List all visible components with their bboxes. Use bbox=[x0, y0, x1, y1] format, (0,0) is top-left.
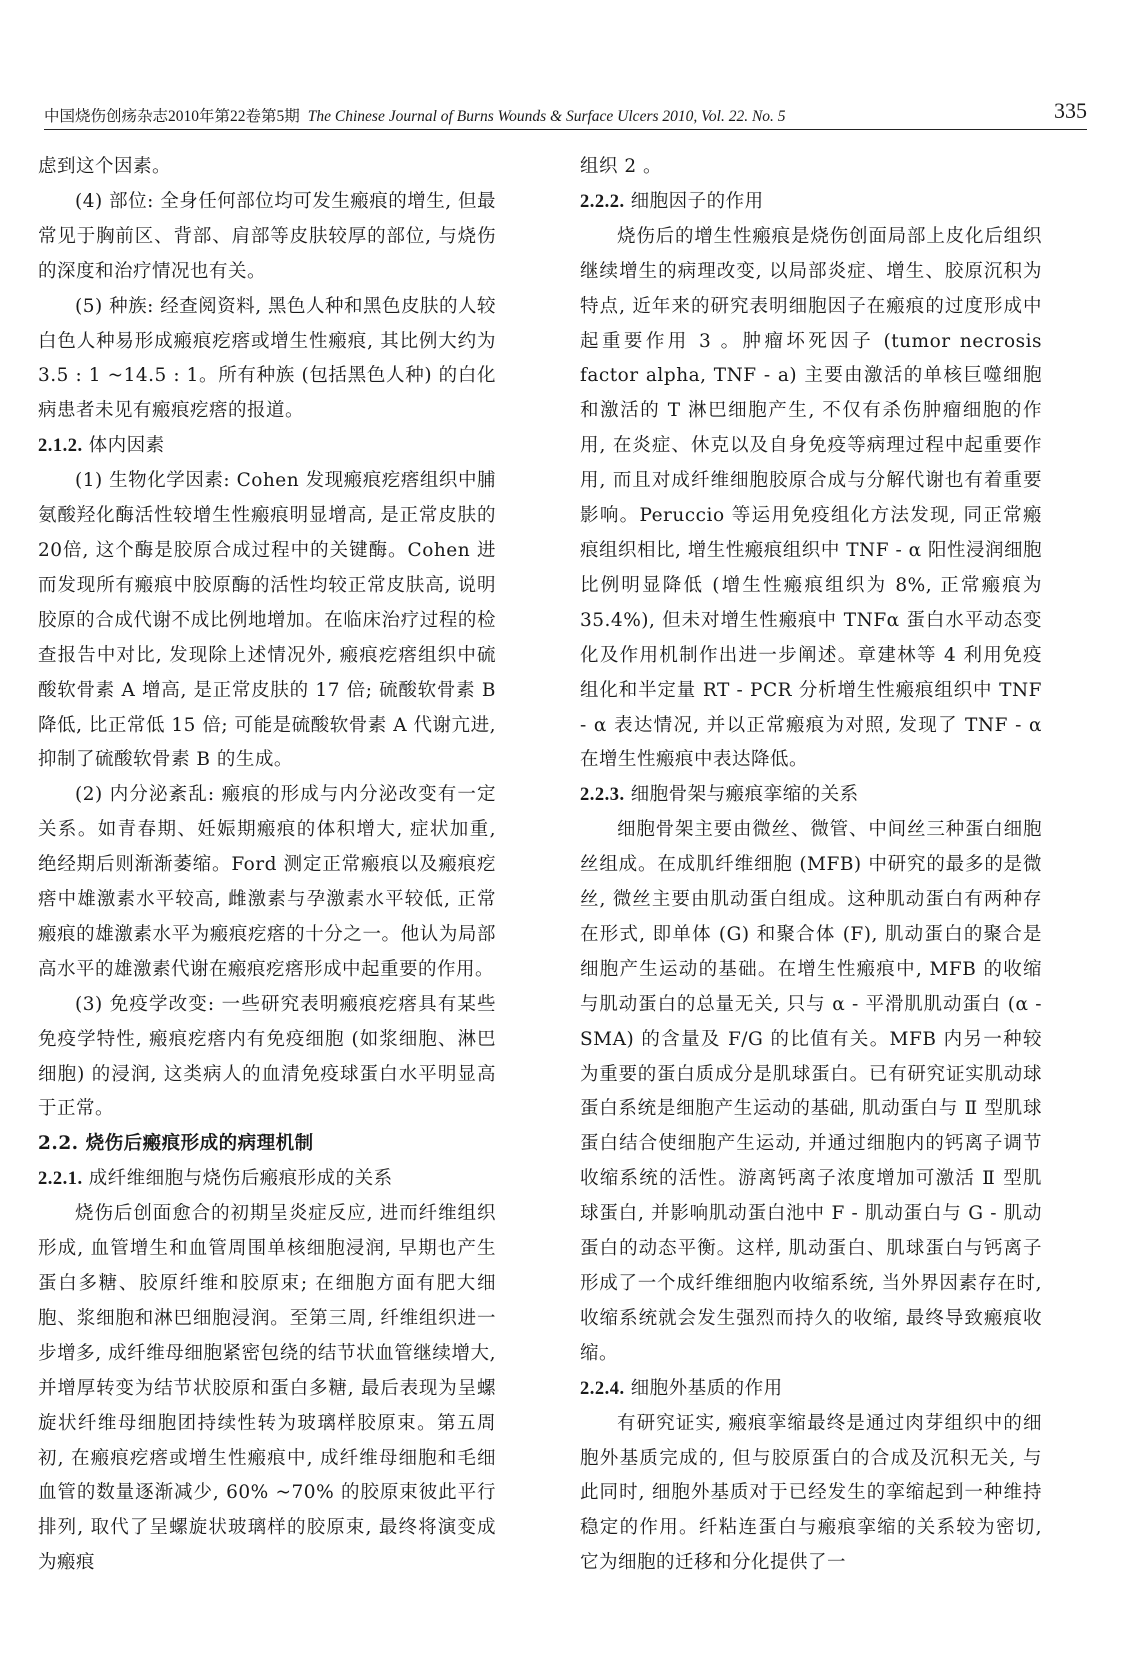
section-title: 细胞因子的作用 bbox=[630, 190, 764, 212]
paragraph: (5) 种族: 经查阅资料, 黑色人种和黑色皮肤的人较白色人种易形成瘢痕疙瘩或增生性瘢痕, 其比例大约为 3.5 : 1 ~14.5 : 1。所有种族 (包括黑色人种) 的白化病患者未见有瘢痕疙瘩的报道。 bbox=[38, 295, 496, 422]
paragraph: 烧伤后创面愈合的初期呈炎症反应, 进而纤维组织形成, 血管增生和血管周围单核细胞浸润, 早期也产生蛋白多糖、胶原纤维和胶原束; 在细胞方面有肥大细胞、浆细胞和淋巴细胞浸润。至第三周, 纤维组织进一步增多, 成纤维母细胞紧密包绕的结节状血管继续增大, 并增厚转变为结节状胶原和蛋白多糖, 最后表现为呈螺旋状纤维母细胞团持续性转为玻璃样胶原束。第五周初, 在瘢痕疙瘩或增生性瘢痕中, 成纤维母细胞和毛细血管的数量逐渐减少, 60% ~70% 的胶原束彼此平行排列, 取代了呈螺旋状玻璃样的胶原束, 最终将演变成为瘢痕 bbox=[38, 1203, 496, 1574]
section-title: 细胞外基质的作用 bbox=[630, 1377, 783, 1399]
running-head bbox=[44, 104, 884, 126]
paragraph: (4) 部位: 全身任何部位均可发生瘢痕的增生, 但最常见于胸前区、背部、肩部等皮肤较厚的部位, 与烧伤的深度和治疗情况也有关。 bbox=[38, 190, 496, 282]
section-number: 2.2.1. bbox=[38, 1169, 83, 1190]
journal-title-cn: 中国烧伤创疡杂志2010年第22卷第5期 bbox=[44, 108, 300, 125]
paragraph: (2) 内分泌紊乱: 瘢痕的形成与内分泌改变有一定关系。如青春期、妊娠期瘢痕的体积增大, 症状加重, 绝经期后则渐渐萎缩。Ford 测定正常瘢痕以及瘢痕疙瘩中雄激素水平较高, 雌激素与孕激素水平较低, 正常瘢痕的雄激素水平为瘢痕疙瘩的十分之一。他认为局部高水平的雄激素代谢在瘢痕疙瘩形成中起重要的作用。 bbox=[38, 784, 496, 980]
paragraph: (1) 生物化学因素: Cohen 发现瘢痕疙瘩组织中脯氨酸羟化酶活性较增生性瘢痕明显增高, 是正常皮肤的20倍, 这个酶是胶原合成过程中的关键酶。Cohen 进而发现所有瘢痕中胶原酶的活性均较正常皮肤高, 说明胶原的合成代谢不成比例地增加。在临床治疗过程的检查报告中对比, 发现除上述情况外, 瘢痕疙瘩组织中硫酸软骨素 A 增高, 是正常皮肤的 17 倍; 硫酸软骨素 B 降低, 比正常低 15 倍; 可能是硫酸软骨素 A 代谢亢进, 抑制了硫酸软骨素 B 的生成。 bbox=[38, 470, 496, 771]
paragraph: (3) 免疫学改变: 一些研究表明瘢痕疙瘩具有某些免疫学特性, 瘢痕疙瘩内有免疫细胞 (如浆细胞、淋巴细胞) 的浸润, 这类病人的血清免疫球蛋白水平明显高于正常。 bbox=[38, 993, 496, 1120]
header-rule bbox=[44, 129, 1087, 130]
paragraph: 细胞骨架主要由微丝、微管、中间丝三种蛋白细胞丝组成。在成肌纤维细胞 (MFB) 中研究的最多的是微丝, 微丝主要由肌动蛋白组成。这种肌动蛋白有两种存在形式, 即单体 (G) 和聚合体 (F), 肌动蛋白的聚合是细胞产生运动的基础。在增生性瘢痕中, MFB 的收缩与肌动蛋白的总量无关, 只与 α - 平滑肌肌动蛋白 (α - SMA) 的含量及 F/G 的比值有关。MFB 内另一种较为重要的蛋白质成分是肌球蛋白。已有研究证实肌动球蛋白系统是细胞产生运动的基础, 肌动蛋白与 Ⅱ 型肌球蛋白结合使细胞产生运动, 并通过细胞内的钙离子调节收缩系统的活性。游离钙离子浓度增加可激活 Ⅱ 型肌球蛋白, 并影响肌动蛋白池中 F - 肌动蛋白与 G - 肌动蛋白的动态平衡。这样, 肌动蛋白、肌球蛋白与钙离子形成了一个成纤维细胞内收缩系统, 当外界因素存在时, 收缩系统就会发生强烈而持久的收缩, 最终导致瘢痕收缩。 bbox=[580, 819, 1042, 1364]
left-column bbox=[38, 150, 496, 1581]
section-number: 2.2.4. bbox=[580, 1378, 625, 1399]
section-heading-2-2-3 bbox=[580, 778, 1042, 813]
section-number: 2.1.2. bbox=[38, 436, 83, 457]
section-title: 成纤维细胞与烧伤后瘢痕形成的关系 bbox=[88, 1168, 393, 1190]
section-title: 细胞骨架与瘢痕挛缩的关系 bbox=[630, 784, 859, 806]
section-heading-2-2: 2.2. 烧伤后瘢痕形成的病理机制 bbox=[38, 1133, 314, 1155]
section-heading-2-2-1 bbox=[38, 1162, 496, 1197]
section-heading-2-2-4 bbox=[580, 1372, 1042, 1407]
paragraph: 有研究证实, 瘢痕挛缩最终是通过肉芽组织中的细胞外基质完成的, 但与胶原蛋白的合成及沉积无关, 与此同时, 细胞外基质对于已经发生的挛缩起到一种维持稳定的作用。纤粘连蛋白与瘢痕挛缩的关系较为密切, 它为细胞的迁移和分化提供了一 bbox=[580, 1412, 1042, 1574]
section-heading-2-1-2 bbox=[38, 429, 496, 464]
right-column bbox=[580, 150, 1042, 1581]
section-title: 体内因素 bbox=[88, 435, 165, 457]
section-number: 2.2.2. bbox=[580, 191, 625, 212]
page-number: 335 bbox=[1054, 98, 1087, 123]
paragraph: 虑到这个因素。 bbox=[38, 156, 172, 177]
journal-title-en: The Chinese Journal of Burns Wounds & Surface Ulcers 2010, Vol. 22. No. 5 bbox=[307, 108, 786, 125]
section-number: 2.2.3. bbox=[580, 785, 625, 806]
paragraph: 烧伤后的增生性瘢痕是烧伤创面局部上皮化后组织继续增生的病理改变, 以局部炎症、增生、胶原沉积为特点, 近年来的研究表明细胞因子在瘢痕的过度形成中起重要作用 3 。肿瘤坏死因子 (tumor necrosis factor alpha, TNF - a) 主要由激活的单核巨噬细胞和激活的 T 淋巴细胞产生, 不仅有杀伤肿瘤细胞的作用, 在炎症、休克以及自身免疫等病理过程中起重要作用, 而且对成纤维细胞胶原合成与分解代谢也有着重要影响。Peruccio 等运用免疫组化方法发现, 同正常瘢痕组织相比, 增生性瘢痕组织中 TNF - α 阳性浸润细胞比例明显降低 (增生性瘢痕组织为 8%, 正常瘢痕为 35.4%), 但未对增生性瘢痕中 TNFα 蛋白水平动态变化及作用机制作出进一步阐述。章建林等 4 利用免疫组化和半定量 RT - PCR 分析增生性瘢痕组织中 TNF - α 表达情况, 并以正常瘢痕为对照, 发现了 TNF - α 在增生性瘢痕中表达降低。 bbox=[580, 225, 1042, 771]
section-heading-2-2-2 bbox=[580, 185, 1042, 220]
paragraph: 组织 2 。 bbox=[580, 156, 663, 177]
